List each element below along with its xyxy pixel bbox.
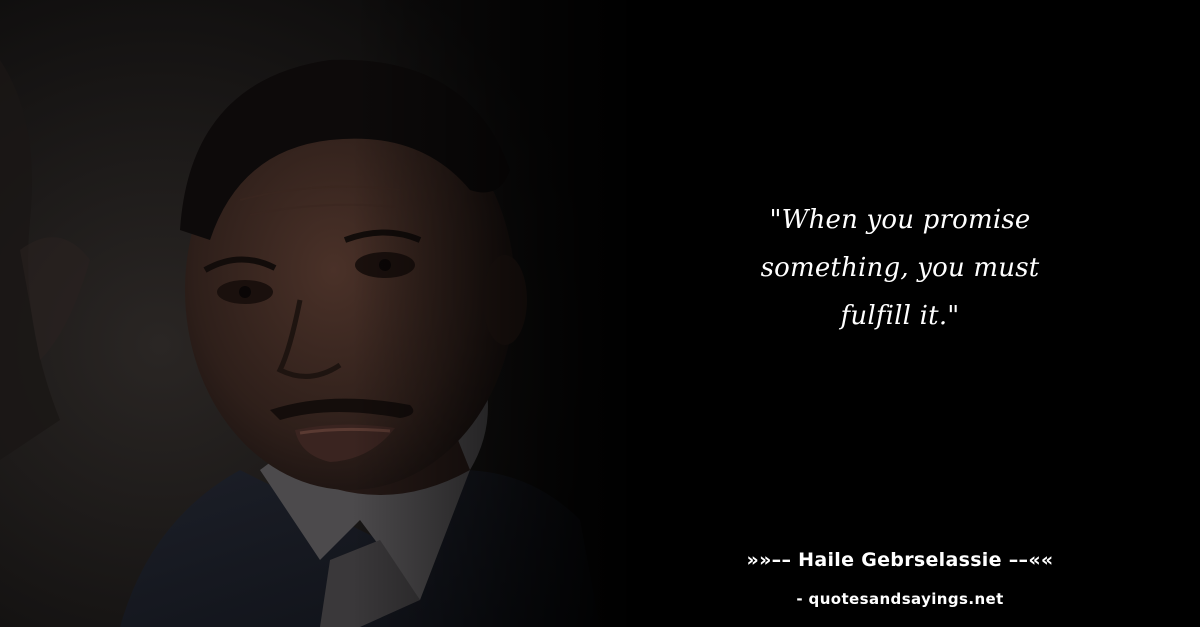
quote-line-2: something, you must — [760, 253, 1040, 283]
quote-line-3: fulfill it." — [840, 301, 960, 331]
quote-author: »»–– Haile Gebrselassie ––«« — [746, 549, 1054, 571]
source-link: - quotesandsayings.net — [796, 590, 1004, 608]
quote-line-1: "When you promise — [769, 205, 1031, 235]
quote-text — [700, 196, 1100, 340]
